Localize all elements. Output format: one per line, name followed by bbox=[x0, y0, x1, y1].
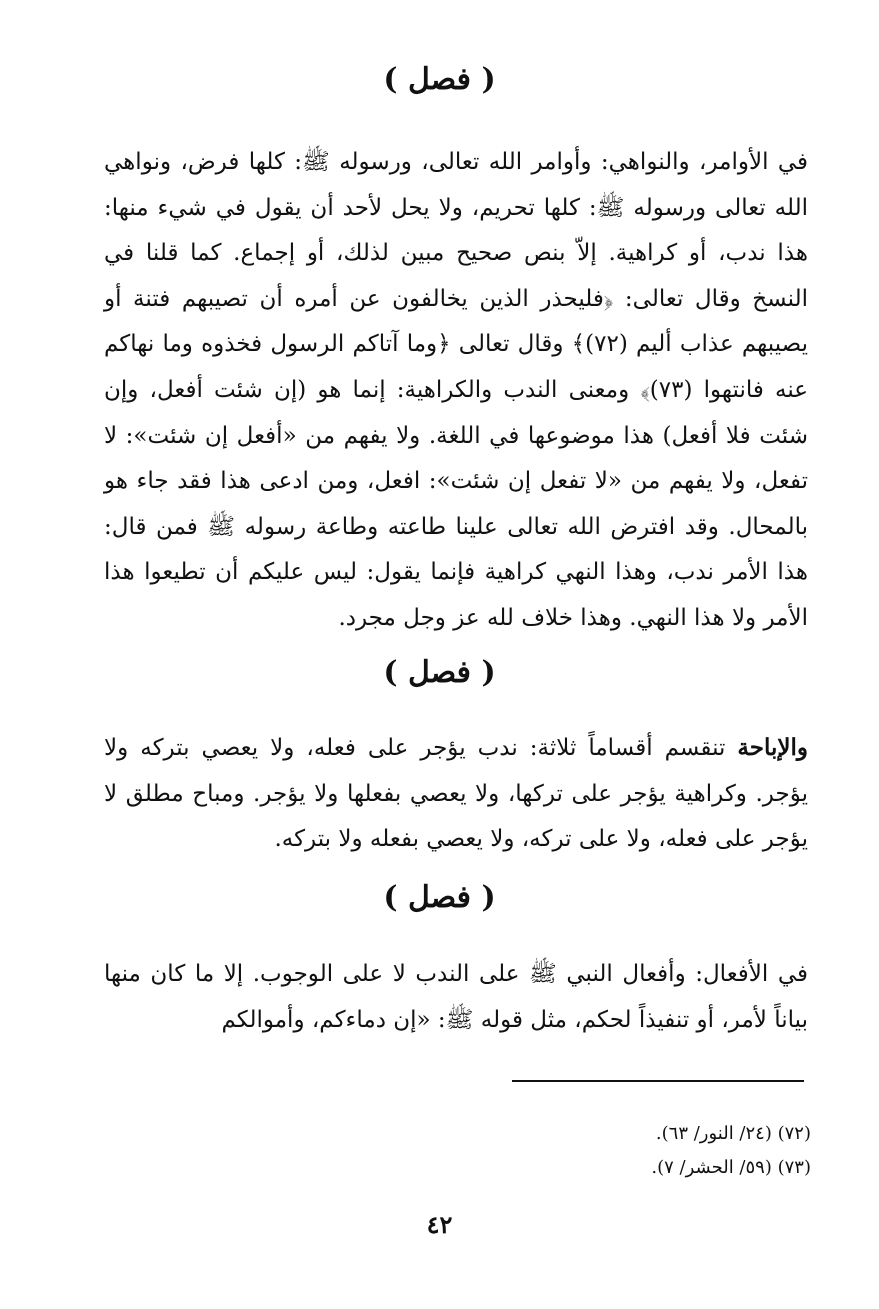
paragraph-permissibility bbox=[104, 725, 808, 863]
paragraph-permissibility-text: تنقسم أقساماً ثلاثة: ندب يؤجر على فعله، ولا يعصي بتركه ولا يؤجر. وكراهية يؤجر على تركها، ولا يعصي بفعلها ولا يؤجر. ومباح مطلق لا يؤجر على فعله، ولا على تركه، ولا يعصي بفعله ولا بتركه. bbox=[104, 735, 808, 853]
paragraph-commands-prohibitions: في الأوامر، والنواهي: وأوامر الله تعالى، ورسوله ﷺ: كلها فرض، ونواهي الله تعالى ورسوله ﷺ: كلها تحريم، ولا يحل لأحد أن يقول في شيء منها: هذا ندب، أو كراهية. إلاّ بنص صحيح مبين لذلك، أو إجماع. كما قلنا في النسخ وقال تعالى: ﴿فليحذر الذين يخالفون عن أمره أن تصيبهم فتنة أو يصيبهم عذاب أليم (٧٢)﴾ وقال تعالى ﴿وما آتاكم الرسول فخذوه وما نهاكم عنه فانتهوا (٧٣)﴾ ومعنى الندب والكراهية: إنما هو (إن شئت أفعل، وإن شئت فلا أفعل) هذا موضوعها في اللغة. ولا يفهم من «أفعل إن شئت»: لا تفعل، ولا يفهم من «لا تفعل إن شئت»: افعل، ومن ادعى هذا فقد جاء هو بالمحال. وقد افترض الله تعالى علينا طاعته وطاعة رسوله ﷺ فمن قال: هذا الأمر ندب، وهذا النهي كراهية فإنما يقول: ليس عليكم أن تطيعوا هذا الأمر ولا هذا النهي. وهذا خلاف لله عز وجل مجرد. bbox=[104, 149, 809, 631]
section-heading-3: ( فصل ) bbox=[383, 880, 496, 915]
paragraph-lead-word: والإباحة bbox=[737, 734, 808, 761]
footnote-72: (٧٢) (٢٤/ النور/ ٦٣). bbox=[655, 1123, 811, 1144]
section-heading-1: ( فصل ) bbox=[383, 62, 496, 97]
footnotes bbox=[411, 1117, 811, 1185]
footnote-73: (٧٣) (٥٩/ الحشر/ ٧). bbox=[651, 1157, 811, 1178]
page-number: ٤٢ bbox=[426, 1210, 453, 1239]
footnote-separator bbox=[512, 1080, 804, 1082]
section-heading-2: ( فصل ) bbox=[383, 655, 496, 690]
paragraph-actions: في الأفعال: وأفعال النبي ﷺ على الندب لا على الوجوب. إلا ما كان منها بياناً لأمر، أو تنفيذاً لحكم، مثل قوله ﷺ: «إن دماءكم، وأموالكم bbox=[104, 961, 808, 1033]
